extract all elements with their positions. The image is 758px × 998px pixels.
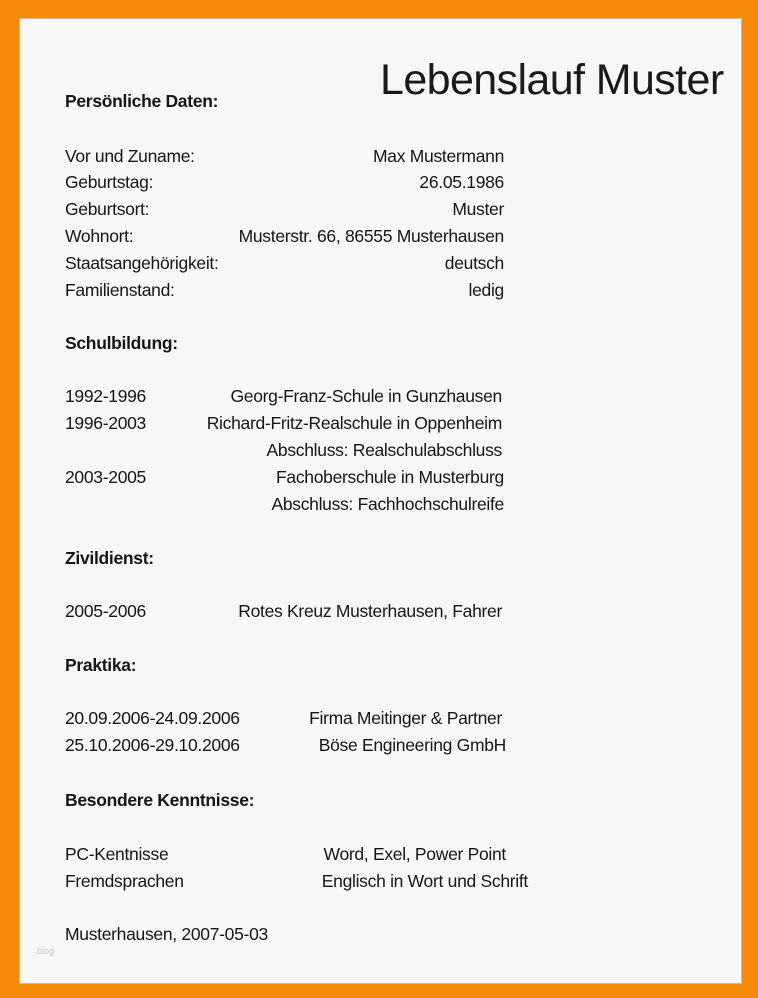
internship-value-1: Firma Meitinger & Partner [309,708,502,728]
school-value-1: Georg-Franz-Schule in Gunzhausen [230,386,502,406]
personal-value-birthplace: Muster [452,199,504,219]
place-and-date: Musterhausen, 2007-05-03 [65,924,268,944]
section-heading-civil-service: Zivildienst: [65,548,154,568]
school-value-5: Abschluss: Fachhochschulreife [271,494,504,514]
skills-value-pc: Word, Exel, Power Point [323,844,506,864]
internship-label-1: 20.09.2006-24.09.2006 [65,708,240,728]
section-heading-school: Schulbildung: [65,333,178,353]
personal-value-marital-status: ledig [468,280,504,300]
personal-value-name: Max Mustermann [373,146,504,166]
personal-value-nationality: deutsch [444,253,504,273]
personal-label-name: Vor und Zuname: [65,146,195,166]
skills-value-languages: Englisch in Wort und Schrift [321,871,528,891]
school-label-2: 1996-2003 [65,413,146,433]
section-heading-internships: Praktika: [65,655,137,675]
skills-label-languages: Fremdsprachen [65,871,184,891]
page-title: Lebenslauf Muster [380,56,724,104]
watermark-text: blog [37,946,55,956]
personal-label-nationality: Staatsangehörigkeit: [65,253,219,273]
section-heading-skills: Besondere Kenntnisse: [65,790,255,810]
civil-label-1: 2005-2006 [65,601,146,621]
civil-value-1: Rotes Kreuz Musterhausen, Fahrer [238,601,502,621]
personal-label-birthday: Geburtstag: [65,172,154,192]
personal-label-birthplace: Geburtsort: [65,199,150,219]
school-value-4: Fachoberschule in Musterburg [276,467,504,487]
personal-value-birthday: 26.05.1986 [419,172,504,192]
section-heading-personal: Persönliche Daten: [65,91,219,111]
school-label-4: 2003-2005 [65,467,146,487]
skills-label-pc: PC-Kentnisse [65,844,169,864]
school-value-2: Richard-Fritz-Realschule in Oppenheim [206,413,502,433]
personal-value-residence: Musterstr. 66, 86555 Musterhausen [238,226,504,246]
personal-label-residence: Wohnort: [65,226,134,246]
internship-value-2: Böse Engineering GmbH [318,735,506,755]
personal-label-marital-status: Familienstand: [65,280,175,300]
school-label-1: 1992-1996 [65,386,146,406]
internship-label-2: 25.10.2006-29.10.2006 [65,735,240,755]
school-value-3: Abschluss: Realschulabschluss [266,440,502,460]
